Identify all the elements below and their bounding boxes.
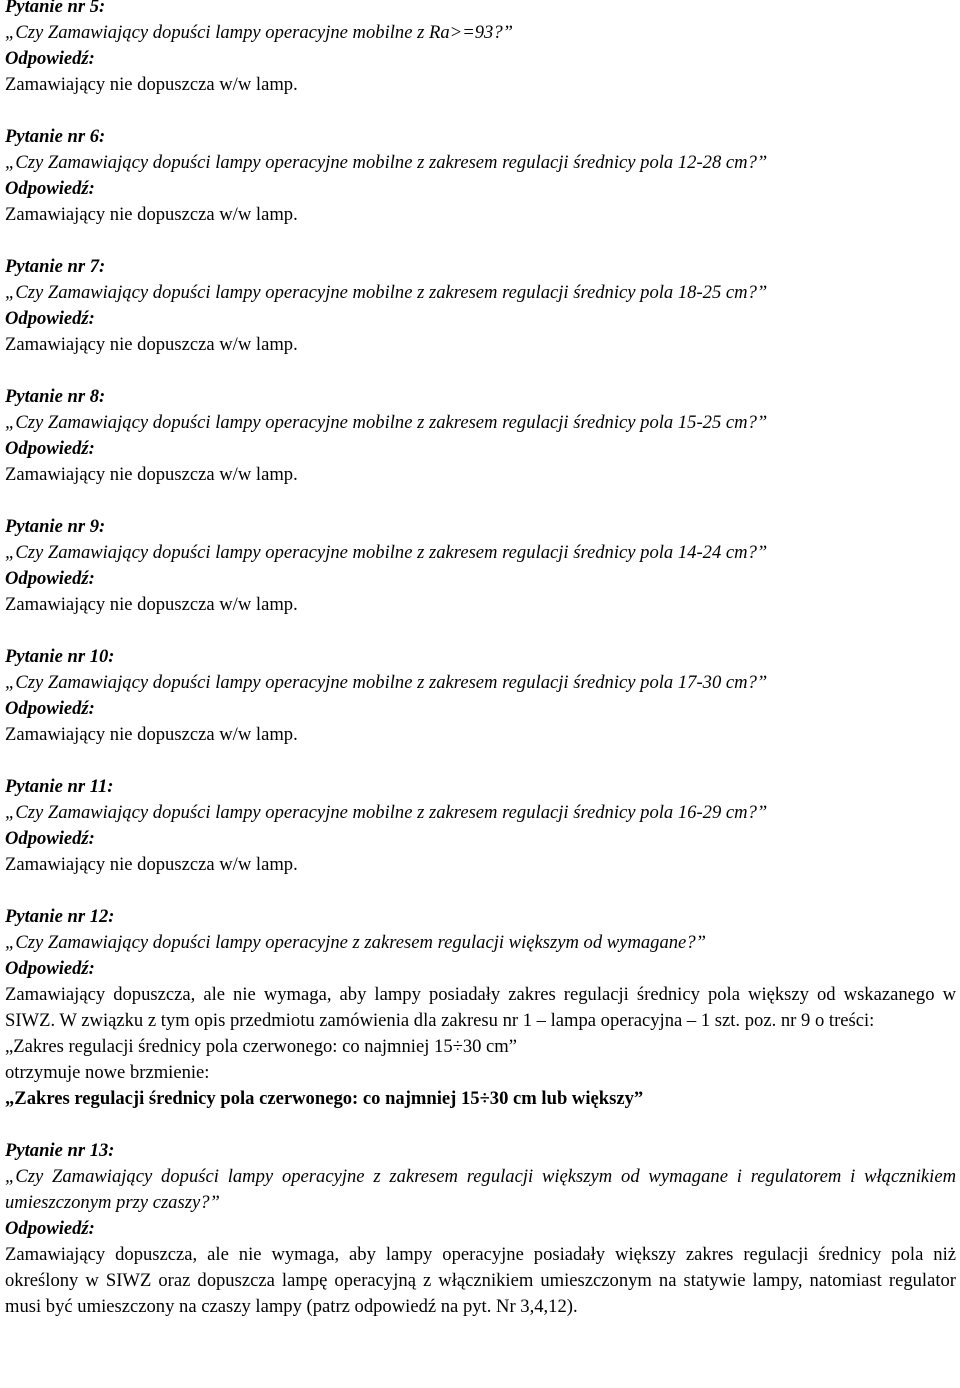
answer-paragraph: Zamawiający dopuszcza, ale nie wymaga, aby lampy operacyjne posiadały większy zakres regulacji średnicy pola niż określony w SIWZ oraz dopuszcza lampę operacyjną z włącznikiem umieszczonym na statywie lampy, natomiast regulator musi być umieszczony na czaszy lampy (patrz odpowiedź na pyt. Nr 3,4,12). <box>5 1244 956 1317</box>
old-wording: „Zakres regulacji średnicy pola czerwonego: co najmniej 15÷30 cm” <box>5 1036 518 1057</box>
question-text: „Czy Zamawiający dopuści lampy operacyjne mobilne z zakresem regulacji średnicy pola 12-28 cm?” <box>5 152 768 173</box>
question-block-12 <box>5 904 956 1112</box>
answer-text: Zamawiający nie dopuszcza w/w lamp. <box>5 464 298 485</box>
question-title: Pytanie nr 9: <box>5 516 106 537</box>
answer-text: Zamawiający nie dopuszcza w/w lamp. <box>5 74 298 95</box>
answer-label: Odpowiedź: <box>5 308 95 329</box>
question-text: „Czy Zamawiający dopuści lampy operacyjne mobilne z Ra>=93?” <box>5 22 513 43</box>
document-page <box>5 0 956 1346</box>
question-block-5 <box>5 0 956 98</box>
answer-label: Odpowiedź: <box>5 1218 95 1239</box>
question-block-13 <box>5 1138 956 1320</box>
question-title: Pytanie nr 5: <box>5 0 106 17</box>
answer-label: Odpowiedź: <box>5 828 95 849</box>
question-text: „Czy Zamawiający dopuści lampy operacyjne mobilne z zakresem regulacji średnicy pola 15-25 cm?” <box>5 412 768 433</box>
answer-label: Odpowiedź: <box>5 438 95 459</box>
answer-label: Odpowiedź: <box>5 568 95 589</box>
answer-text: Zamawiający nie dopuszcza w/w lamp. <box>5 854 298 875</box>
question-title: Pytanie nr 11: <box>5 776 114 797</box>
question-block-11 <box>5 774 956 878</box>
question-text: „Czy Zamawiający dopuści lampy operacyjne mobilne z zakresem regulacji średnicy pola 16-29 cm?” <box>5 802 768 823</box>
question-block-10 <box>5 644 956 748</box>
question-text: „Czy Zamawiający dopuści lampy operacyjne mobilne z zakresem regulacji średnicy pola 17-30 cm?” <box>5 672 768 693</box>
question-block-6 <box>5 124 956 228</box>
answer-label: Odpowiedź: <box>5 178 95 199</box>
question-title: Pytanie nr 13: <box>5 1140 115 1161</box>
answer-text: Zamawiający nie dopuszcza w/w lamp. <box>5 204 298 225</box>
answer-text: Zamawiający nie dopuszcza w/w lamp. <box>5 594 298 615</box>
answer-label: Odpowiedź: <box>5 48 95 69</box>
answer-label: Odpowiedź: <box>5 958 95 979</box>
new-wording: „Zakres regulacji średnicy pola czerwonego: co najmniej 15÷30 cm lub większy” <box>5 1088 644 1109</box>
question-text: „Czy Zamawiający dopuści lampy operacyjne mobilne z zakresem regulacji średnicy pola 14-24 cm?” <box>5 542 768 563</box>
question-text: „Czy Zamawiający dopuści lampy operacyjne mobilne z zakresem regulacji średnicy pola 18-25 cm?” <box>5 282 768 303</box>
question-title: Pytanie nr 7: <box>5 256 106 277</box>
question-block-8 <box>5 384 956 488</box>
question-text: „Czy Zamawiający dopuści lampy operacyjne z zakresem regulacji większym od wymagane?” <box>5 932 706 953</box>
question-block-7 <box>5 254 956 358</box>
answer-text: Zamawiający nie dopuszcza w/w lamp. <box>5 334 298 355</box>
answer-text: Zamawiający nie dopuszcza w/w lamp. <box>5 724 298 745</box>
question-title: Pytanie nr 12: <box>5 906 115 927</box>
question-block-9 <box>5 514 956 618</box>
question-text: „Czy Zamawiający dopuści lampy operacyjne z zakresem regulacji większym od wymagane i regulatorem i włącznikiem umieszczonym przy czaszy?” <box>5 1166 956 1213</box>
question-title: Pytanie nr 6: <box>5 126 106 147</box>
question-title: Pytanie nr 10: <box>5 646 115 667</box>
new-wording-label: otrzymuje nowe brzmienie: <box>5 1062 210 1083</box>
answer-paragraph: Zamawiający dopuszcza, ale nie wymaga, aby lampy posiadały zakres regulacji średnicy pola większy od wskazanego w SIWZ. W związku z tym opis przedmiotu zamówienia dla zakresu nr 1 – lampa operacyjna – 1 szt. poz. nr 9 o treści: <box>5 984 956 1031</box>
question-title: Pytanie nr 8: <box>5 386 106 407</box>
answer-label: Odpowiedź: <box>5 698 95 719</box>
